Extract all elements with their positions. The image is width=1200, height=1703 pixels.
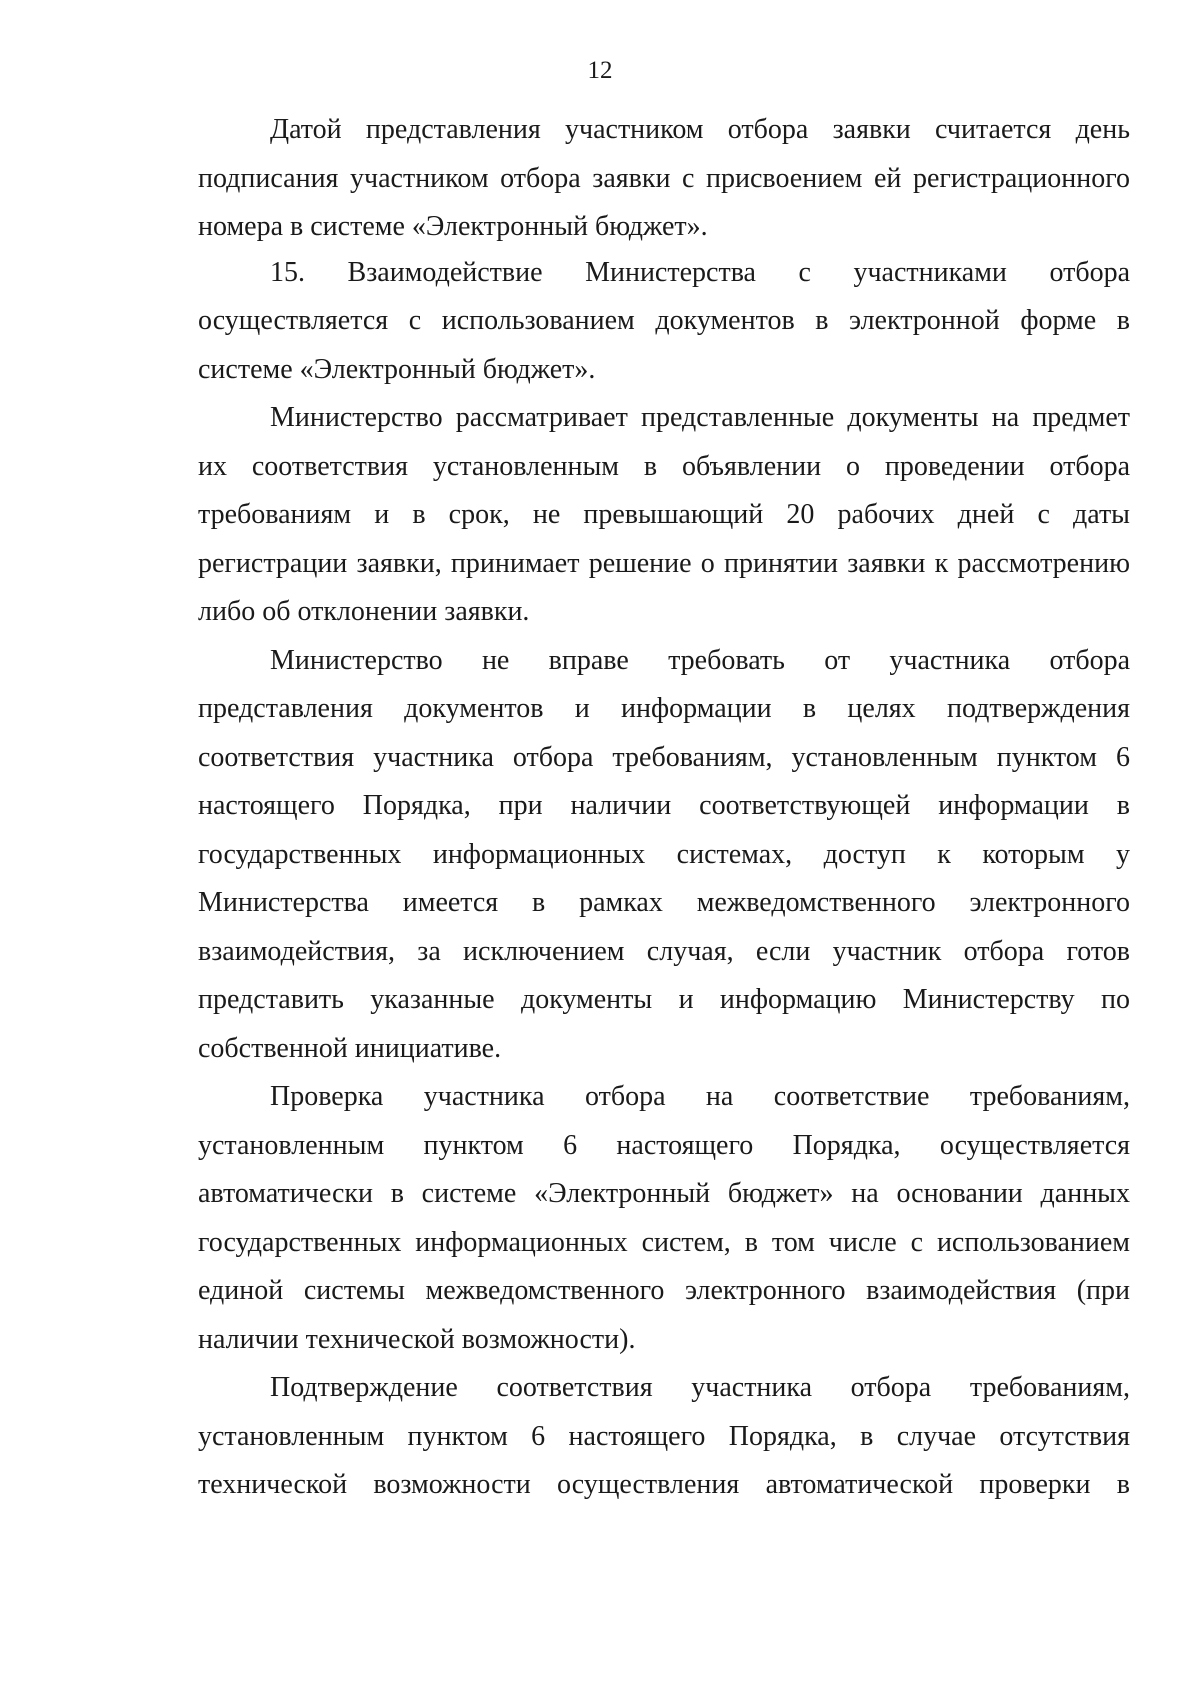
paragraph-line: 15. Взаимодействие Министерства с участниками отбора (270, 256, 1130, 288)
paragraph-line: осуществляется с использованием документов в электронной форме в (198, 305, 1130, 336)
paragraph-line: представления документов и информации в целях подтверждения (198, 693, 1130, 724)
paragraph-line: Проверка участника отбора на соответствие требованиям, (270, 1081, 1130, 1112)
paragraph-line: Министерство рассматривает представленные документы на предмет (270, 402, 1130, 433)
paragraph-line: подписания участником отбора заявки с присвоением ей регистрационного (198, 162, 1130, 194)
paragraph-line: государственных информационных систем, в том числе с использованием (198, 1226, 1130, 1258)
paragraph-line: Министерство не вправе требовать от участника отбора (270, 644, 1130, 676)
paragraph-line: Датой представления участником отбора заявки считается день (270, 114, 1130, 145)
paragraph-line: регистрации заявки, принимает решение о принятии заявки к рассмотрению (198, 547, 1130, 579)
page-number: 12 (587, 57, 613, 84)
paragraph-line: Подтверждение соответствия участника отбора требованиям, (270, 1372, 1130, 1403)
paragraph-line: настоящего Порядка, при наличии соответствующей информации в (198, 790, 1130, 821)
paragraph-2 (198, 249, 1130, 395)
paragraph-line: представить указанные документы и информацию Министерству по (198, 984, 1130, 1015)
paragraph-5 (198, 1073, 1130, 1364)
paragraph-line: автоматически в системе «Электронный бюджет» на основании данных (198, 1178, 1130, 1209)
paragraph-6 (198, 1364, 1130, 1510)
paragraph-line: установленным пунктом 6 настоящего Порядка, осуществляется (198, 1129, 1130, 1161)
paragraph-4 (198, 637, 1130, 1074)
paragraph-1 (198, 106, 1130, 252)
paragraph-line: соответствия участника отбора требованиям, установленным пунктом 6 (198, 741, 1130, 773)
paragraph-3 (198, 394, 1130, 637)
paragraph-line: Министерства имеется в рамках межведомственного электронного (198, 887, 1130, 918)
paragraph-line: единой системы межведомственного электронного взаимодействия (при (198, 1275, 1130, 1306)
paragraph-line: собственной инициативе. (198, 1032, 502, 1064)
paragraph-line: их соответствия установленным в объявлении о проведении отбора (198, 450, 1130, 482)
paragraph-line: системе «Электронный бюджет». (198, 353, 596, 385)
paragraph-line: установленным пунктом 6 настоящего Порядка, в случае отсутствия (198, 1420, 1130, 1452)
paragraph-line: государственных информационных системах, доступ к которым у (198, 838, 1130, 870)
paragraph-line: наличии технической возможности). (198, 1323, 636, 1355)
document-body (198, 106, 1130, 1510)
paragraph-line: либо об отклонении заявки. (198, 596, 530, 627)
paragraph-line: технической возможности осуществления автоматической проверки в (198, 1469, 1130, 1500)
paragraph-line: взаимодействия, за исключением случая, если участник отбора готов (198, 935, 1130, 967)
paragraph-line: номера в системе «Электронный бюджет». (198, 211, 708, 242)
paragraph-line: требованиям и в срок, не превышающий 20 рабочих дней с даты (198, 499, 1130, 530)
